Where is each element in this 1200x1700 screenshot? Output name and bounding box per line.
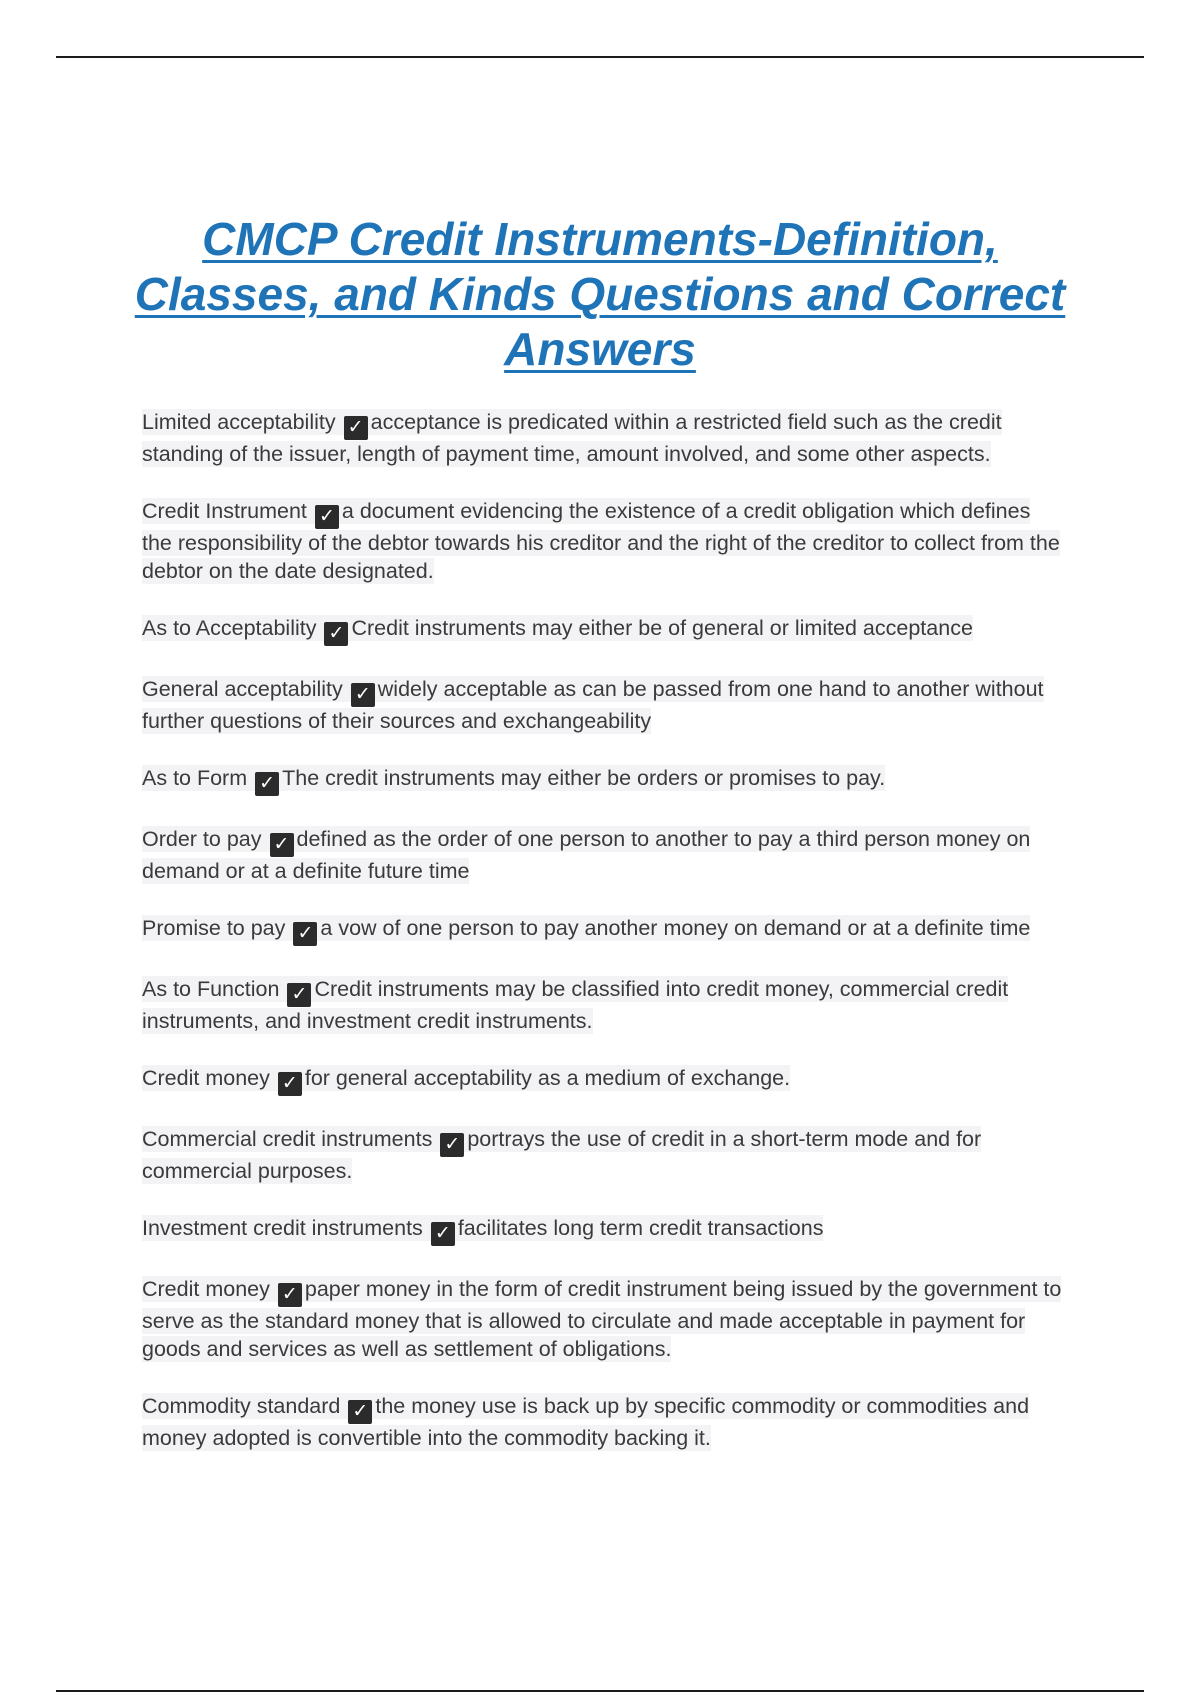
qa-answer: paper money in the form of credit instrument being issued by the government to serve as the standard money that is allowed to circulate and made acceptable in payment for goods and services as well as settlement of obligations.	[142, 1277, 1062, 1361]
qa-item	[142, 1392, 1062, 1452]
checkmark-icon: ✓	[351, 683, 375, 707]
qa-item	[142, 914, 1062, 946]
qa-term: Order to pay	[142, 827, 262, 851]
qa-answer: a vow of one person to pay another money on demand or at a definite time	[320, 916, 1031, 940]
qa-answer: widely acceptable as can be passed from one hand to another without further questions of their sources and exchangeability	[142, 677, 1044, 733]
checkmark-icon: ✓	[278, 1072, 302, 1096]
qa-term: Investment credit instruments	[142, 1216, 423, 1240]
qa-item	[142, 975, 1062, 1035]
qa-answer: for general acceptability as a medium of exchange.	[304, 1066, 791, 1090]
qa-term: Credit money	[142, 1277, 270, 1301]
qa-answer: the money use is back up by specific commodity or commodities and money adopted is convertible into the commodity backing it.	[142, 1394, 1030, 1450]
checkmark-icon: ✓	[431, 1222, 455, 1246]
qa-item	[142, 1125, 1062, 1185]
qa-answer: acceptance is predicated within a restricted field such as the credit standing of the issuer, length of payment time, amount involved, and some other aspects.	[142, 410, 1002, 466]
qa-term: Limited acceptability	[142, 410, 336, 434]
qa-term: General acceptability	[142, 677, 343, 701]
checkmark-icon: ✓	[278, 1283, 302, 1307]
checkmark-icon: ✓	[344, 416, 368, 440]
qa-item	[142, 497, 1062, 585]
checkmark-icon: ✓	[270, 833, 294, 857]
checkmark-icon: ✓	[293, 922, 317, 946]
qa-item	[142, 675, 1062, 735]
qa-item	[142, 1275, 1062, 1363]
qa-term: Credit Instrument	[142, 499, 307, 523]
checkmark-icon: ✓	[287, 983, 311, 1007]
document-title: CMCP Credit Instruments-Definition, Classes, and Kinds Questions and Correct Answers	[134, 213, 1066, 375]
qa-term: As to Form	[142, 766, 248, 790]
checkmark-icon: ✓	[440, 1133, 464, 1157]
checkmark-icon: ✓	[255, 772, 279, 796]
qa-answer: The credit instruments may either be orders or promises to pay.	[282, 766, 886, 790]
qa-answer: defined as the order of one person to another to pay a third person money on demand or at a definite future time	[142, 827, 1031, 883]
qa-term: Credit money	[142, 1066, 270, 1090]
top-rule	[56, 56, 1144, 58]
qa-answer: facilitates long term credit transactions	[457, 1216, 824, 1240]
qa-item	[142, 764, 1062, 796]
checkmark-icon: ✓	[324, 622, 348, 646]
qa-answer: portrays the use of credit in a short-term mode and for commercial purposes.	[142, 1127, 982, 1183]
qa-term: As to Function	[142, 977, 280, 1001]
qa-item	[142, 408, 1062, 468]
qa-answer: Credit instruments may either be of general or limited acceptance	[351, 616, 973, 640]
bottom-rule	[56, 1690, 1144, 1692]
qa-item	[142, 1064, 1062, 1096]
qa-item	[142, 614, 1062, 646]
qa-term: Promise to pay	[142, 916, 286, 940]
qa-item	[142, 1214, 1062, 1246]
qa-list	[142, 408, 1062, 1481]
qa-item	[142, 825, 1062, 885]
qa-answer: Credit instruments may be classified into credit money, commercial credit instruments, and investment credit instruments.	[142, 977, 1009, 1033]
checkmark-icon: ✓	[348, 1400, 372, 1424]
qa-answer: a document evidencing the existence of a credit obligation which defines the responsibility of the debtor towards his creditor and the right of the creditor to collect from the debtor on the date designated.	[142, 499, 1060, 583]
qa-term: Commodity standard	[142, 1394, 341, 1418]
qa-term: Commercial credit instruments	[142, 1127, 433, 1151]
qa-term: As to Acceptability	[142, 616, 317, 640]
checkmark-icon: ✓	[315, 505, 339, 529]
